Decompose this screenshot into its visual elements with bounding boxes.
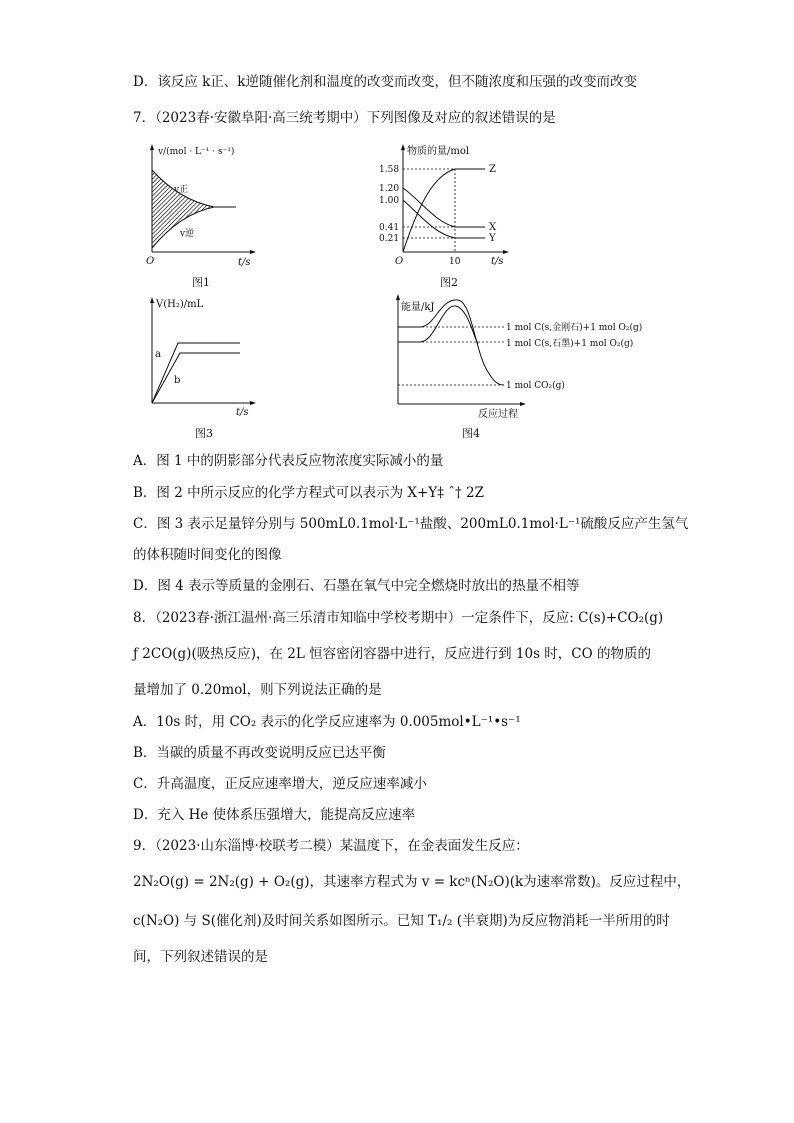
fig4-xlabel: 反应过程 bbox=[478, 409, 518, 420]
q8-option-b: B．当碳的质量不再改变说明反应已达平衡 bbox=[133, 745, 386, 761]
question-8-line3: 量增加了 0.20mol，则下列说法正确的是 bbox=[133, 682, 382, 698]
figure-1 bbox=[140, 140, 260, 290]
question-7: 7．（2023春·安徽阜阳·高三统考期中）下列图像及对应的叙述错误的是 bbox=[133, 110, 556, 126]
fig2-label-z: Z bbox=[489, 164, 496, 175]
fig2-label-y: Y bbox=[489, 233, 496, 244]
fig3-ylabel: V(H₂)/mL bbox=[156, 299, 204, 310]
q8-option-a: A．10s 时，用 CO₂ 表示的化学反应速率为 0.005mol•L⁻¹•s⁻¹ bbox=[133, 714, 521, 730]
q7-option-c-line2: 的体积随时间变化的图像 bbox=[133, 547, 282, 563]
fig1-caption: 图1 bbox=[192, 276, 210, 289]
figure-2 bbox=[375, 140, 515, 290]
fig1-origin: O bbox=[146, 256, 155, 267]
question-8-line2: ƒ 2CO(g)(吸热反应)，在 2L 恒容密闭容器中进行，反应进行到 10s 时，CO 的物质的 bbox=[133, 646, 651, 662]
fig1-v-rev: v逆 bbox=[180, 229, 195, 239]
option-d-q6: D．该反应 k正、k逆随催化剂和温度的改变而改变，但不随浓度和压强的改变而改变 bbox=[133, 74, 637, 90]
fig4-caption: 图4 bbox=[462, 427, 480, 440]
question-9-line3: 间，下列叙述错误的是 bbox=[133, 949, 268, 965]
q7-option-a: A．图 1 中的阴影部分代表反应物浓度实际减小的量 bbox=[133, 453, 444, 469]
fig2-tick-5: 0.21 bbox=[379, 234, 400, 244]
fig4-level-diamond: 1 mol C(s,金刚石)+1 mol O₂(g) bbox=[506, 323, 643, 333]
fig2-ylabel: 物质的量/mol bbox=[407, 146, 470, 157]
fig2-tick-1: 1.58 bbox=[379, 165, 400, 175]
fig2-label-x: X bbox=[489, 222, 497, 233]
question-9-line2: c(N₂O) 与 S(催化剂)及时间关系如图所示。已知 T₁/₂ (半衰期)为反应物消耗一半所用的时 bbox=[133, 913, 670, 929]
fig1-v-fwd: v正 bbox=[174, 185, 189, 195]
q7-option-d: D．图 4 表示等质量的金刚石、石墨在氧气中完全燃烧时放出的热量不相等 bbox=[133, 578, 580, 594]
fig3-curve-a: a bbox=[155, 349, 161, 360]
fig4-level-co2: 1 mol CO₂(g) bbox=[506, 381, 565, 391]
figure-4 bbox=[380, 292, 660, 420]
fig2-origin: O bbox=[395, 256, 404, 267]
fig1-xlabel: t/s bbox=[238, 257, 251, 268]
fig2-tick-2: 1.20 bbox=[379, 184, 400, 194]
fig4-ylabel: 能量/kJ bbox=[401, 302, 435, 313]
q8-option-c: C．升高温度，正反应速率增大，逆反应速率减小 bbox=[133, 776, 427, 792]
fig3-curve-b: b bbox=[174, 375, 181, 386]
fig2-caption: 图2 bbox=[440, 276, 458, 289]
fig2-x-tick: 10 bbox=[449, 257, 461, 267]
fig2-tick-4: 0.41 bbox=[379, 223, 400, 233]
q7-option-c-line1: C．图 3 表示足量锌分别与 500mL0.1mol·L⁻¹盐酸、200mL0.1mol·L⁻¹硫酸反应产生氢气 bbox=[133, 516, 689, 532]
q7-option-b: B．图 2 中所示反应的化学方程式可以表示为 X+Y‡ ˆ† 2Z bbox=[133, 485, 485, 501]
fig2-xlabel: t/s bbox=[491, 256, 504, 267]
fig3-caption: 图3 bbox=[195, 427, 213, 440]
question-8-line1: 8．（2023春·浙江温州·高三乐清市知临中学校考期中）一定条件下，反应: C(s)+CO₂(g) bbox=[133, 610, 664, 626]
fig1-ylabel: v/(mol · L⁻¹ · s⁻¹) bbox=[158, 147, 235, 157]
q8-option-d: D．充入 He 使体系压强增大，能提高反应速率 bbox=[133, 807, 416, 823]
question-9: 9．（2023·山东淄博·校联考二模）某温度下，在金表面发生反应： bbox=[133, 838, 529, 854]
fig3-xlabel: t/s bbox=[236, 407, 249, 418]
figure-3 bbox=[140, 295, 260, 425]
fig2-tick-3: 1.00 bbox=[379, 196, 400, 206]
fig4-level-graphite: 1 mol C(s,石墨)+1 mol O₂(g) bbox=[506, 339, 634, 349]
question-9-equation: 2N₂O(g) = 2N₂(g) + O₂(g)，其速率方程式为 v = kcⁿ(N₂O)(k为速率常数)。反应过程中， bbox=[133, 874, 691, 890]
